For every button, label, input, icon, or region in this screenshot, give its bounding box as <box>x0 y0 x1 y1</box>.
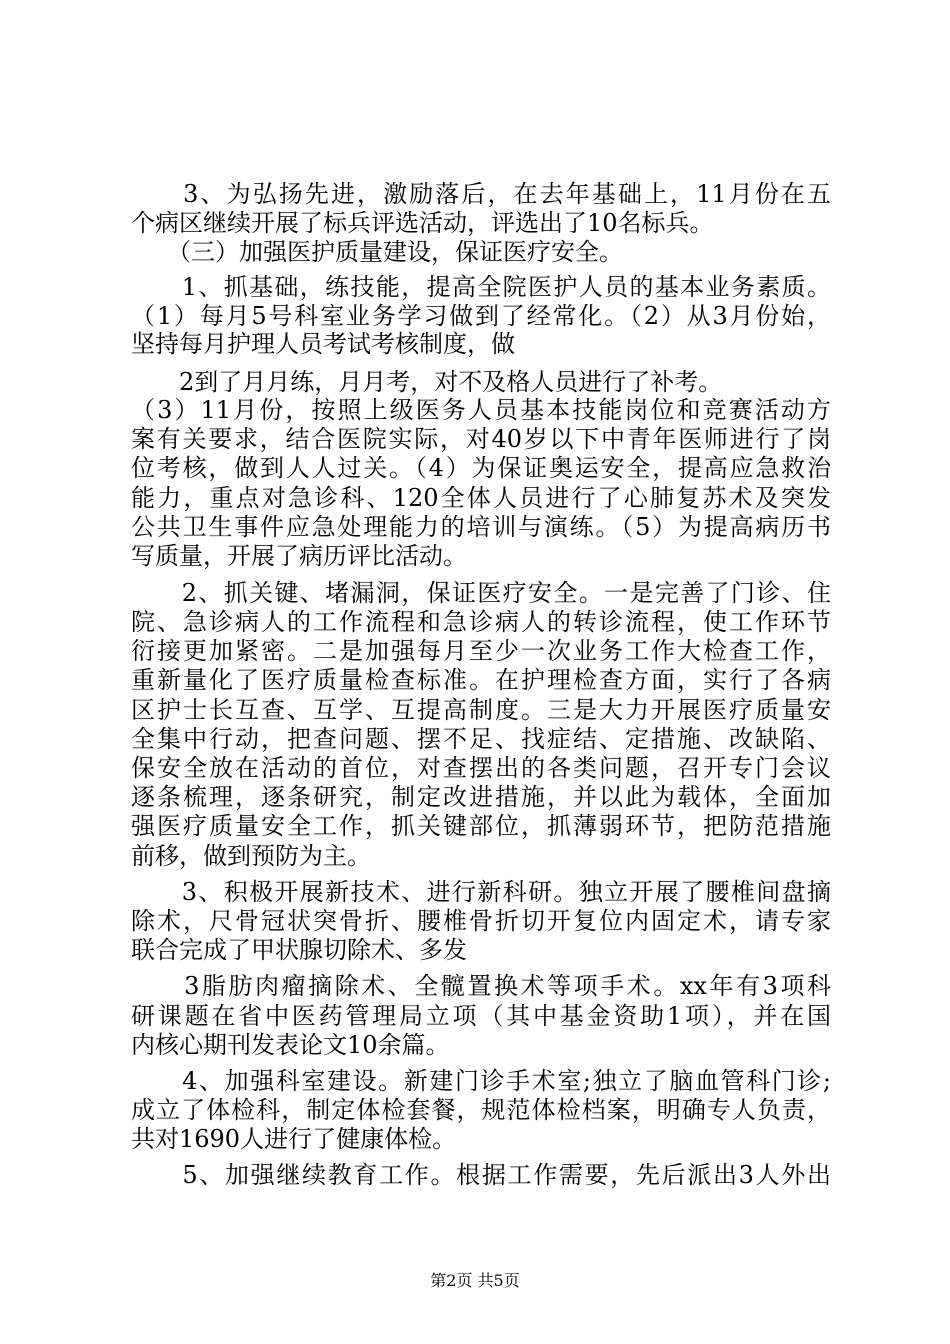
text-line: 3、为弘扬先进，激励落后，在去年基础上，11月份在五 <box>131 180 831 208</box>
text-line: 能力，重点对急诊科、120全体人员进行了心肺复苏术及突发 <box>131 484 831 512</box>
text-line: 保安全放在活动的首位，对查摆出的各类问题，召开专门会议 <box>131 754 831 782</box>
text-line: 研课题在省中医药管理局立项（其中基金资助1项），并在国 <box>131 1002 831 1030</box>
text-line: 写质量，开展了病历评比活动。 <box>131 542 467 570</box>
text-line: 共对1690人进行了健康体检。 <box>131 1125 457 1153</box>
text-line: 强医疗质量安全工作，抓关键部位，抓薄弱环节，把防范措施 <box>131 812 831 840</box>
text-line: 除术，尺骨冠状突骨折、腰椎骨折切开复位内固定术，请专家 <box>131 907 831 935</box>
text-line: 3脂肪肉瘤摘除术、全髋置换术等项手术。xx年有3项科 <box>131 972 831 1000</box>
text-line: 2、抓关键、堵漏洞，保证医疗安全。一是完善了门诊、住 <box>131 579 831 607</box>
text-line: 前移，做到预防为主。 <box>131 842 371 870</box>
text-line: 成立了体检科，制定体检套餐，规范体检档案，明确专人负责， <box>131 1096 831 1124</box>
text-line: 案有关要求，结合医院实际，对40岁以下中青年医师进行了岗 <box>131 425 831 453</box>
text-line: 位考核，做到人人过关。（4）为保证奥运安全，提高应急救治 <box>131 454 831 482</box>
text-line: 1、抓基础，练技能，提高全院医护人员的基本业务素质。 <box>131 273 831 301</box>
text-line: 联合完成了甲状腺切除术、多发 <box>131 936 467 964</box>
text-line: 全集中行动，把查问题、摆不足、找症结、定措施、改缺陷、 <box>131 725 831 753</box>
text-line: 重新量化了医疗质量检查标准。在护理检查方面，实行了各病 <box>131 666 831 694</box>
text-line: （1）每月5号科室业务学习做到了经常化。（2）从3月份始， <box>131 302 831 330</box>
text-line: （3）11月份，按照上级医务人员基本技能岗位和竞赛活动方 <box>131 396 831 424</box>
text-line: 个病区继续开展了标兵评选活动，评选出了10名标兵。 <box>131 209 714 237</box>
text-line: 衍接更加紧密。二是加强每月至少一次业务工作大检查工作， <box>131 637 831 665</box>
text-line: 4、加强科室建设。新建门诊手术室;独立了脑血管科门诊; <box>131 1067 831 1095</box>
text-line: 坚持每月护理人员考试考核制度，做 <box>131 330 515 358</box>
text-line: 内核心期刊发表论文10余篇。 <box>131 1031 450 1059</box>
section-heading: （三）加强医护质量建设，保证医疗安全。 <box>131 238 623 266</box>
text-line: 3、积极开展新技术、进行新科研。独立开展了腰椎间盘摘 <box>131 878 831 906</box>
page-number-footer: 第2页 共5页 <box>430 1271 520 1290</box>
text-line: 院、急诊病人的工作流程和急诊病人的转诊流程，使工作环节 <box>131 608 831 636</box>
text-line: 区护士长互查、互学、互提高制度。三是大力开展医疗质量安 <box>131 696 831 724</box>
text-line: 5、加强继续教育工作。根据工作需要，先后派出3人外出 <box>131 1161 831 1189</box>
text-line: 2到了月月练，月月考，对不及格人员进行了补考。 <box>131 368 723 396</box>
text-line: 公共卫生事件应急处理能力的培训与演练。（5）为提高病历书 <box>131 513 831 541</box>
text-line: 逐条梳理，逐条研究，制定改进措施，并以此为载体，全面加 <box>131 783 831 811</box>
